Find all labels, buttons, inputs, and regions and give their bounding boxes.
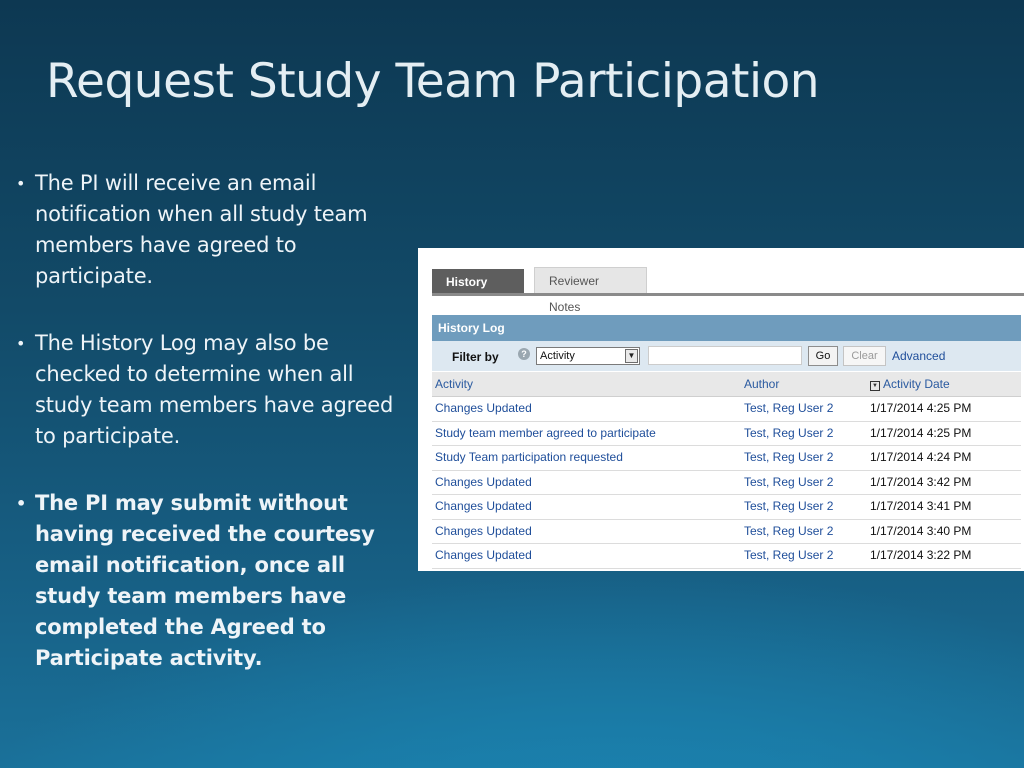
cell-author[interactable]: Test, Reg User 2 (744, 401, 834, 415)
filter-bar (432, 341, 1021, 371)
cell-date: 1/17/2014 3:40 PM (870, 523, 972, 538)
bullet-dot: • (16, 494, 27, 513)
cell-author[interactable]: Test, Reg User 2 (744, 523, 834, 538)
cell-author[interactable]: Test, Reg User 2 (744, 425, 834, 440)
table-row (432, 422, 1021, 447)
bullet-item (14, 328, 406, 452)
cell-activity[interactable]: Changes Updated (435, 474, 532, 489)
cell-date: 1/17/2014 3:42 PM (870, 474, 972, 489)
tab-reviewer-notes[interactable]: Reviewer Notes (534, 267, 647, 294)
column-header-activity-date[interactable] (870, 377, 950, 391)
table-header (432, 372, 1021, 397)
bullet-text: The History Log may also be checked to determine when all study team members have agreed to participate. (35, 331, 394, 448)
filter-input[interactable] (648, 346, 802, 365)
cell-date: 1/17/2014 4:25 PM (870, 401, 972, 415)
bullet-item (14, 488, 406, 674)
slide-title: Request Study Team Participation (46, 54, 820, 109)
cell-activity[interactable]: Changes Updated (435, 401, 532, 415)
cell-author[interactable]: Test, Reg User 2 (744, 548, 834, 562)
tab-bar (432, 267, 1024, 315)
cell-activity[interactable]: Changes Updated (435, 499, 532, 513)
table-row (432, 495, 1021, 520)
cell-date: 1/17/2014 3:41 PM (870, 499, 972, 513)
table-row (432, 544, 1021, 569)
table-row (432, 397, 1021, 422)
bullet-list (14, 168, 406, 710)
cell-date: 1/17/2014 4:25 PM (870, 425, 972, 440)
cell-activity[interactable]: Study Team participation requested (435, 450, 623, 464)
bullet-text: The PI may submit without having received the courtesy email notification, once all study team members have completed the Agreed to Participate activity. (35, 491, 375, 670)
column-header-date-label: Activity Date (883, 377, 950, 391)
table-row (432, 520, 1021, 545)
bullet-item (14, 168, 406, 292)
filter-select-value: Activity (540, 350, 575, 362)
history-log-screenshot (418, 248, 1024, 571)
cell-activity[interactable]: Changes Updated (435, 548, 532, 562)
cell-author[interactable]: Test, Reg User 2 (744, 499, 834, 513)
help-icon[interactable]: ? (518, 348, 530, 360)
table-row (432, 471, 1021, 496)
bullet-dot: • (16, 174, 26, 193)
cell-activity[interactable]: Changes Updated (435, 523, 532, 538)
cell-author[interactable]: Test, Reg User 2 (744, 474, 834, 489)
chevron-down-icon[interactable]: ▼ (625, 349, 638, 363)
sort-icon[interactable]: ▼ (870, 381, 880, 391)
advanced-link[interactable]: Advanced (892, 349, 946, 363)
cell-date: 1/17/2014 4:24 PM (870, 450, 972, 464)
go-button[interactable]: Go (808, 346, 838, 366)
filter-select[interactable] (536, 347, 640, 365)
tab-divider (432, 293, 1024, 296)
filter-label: Filter by (452, 350, 499, 364)
history-table-body (432, 397, 1021, 569)
cell-date: 1/17/2014 3:22 PM (870, 548, 972, 562)
cell-author[interactable]: Test, Reg User 2 (744, 450, 834, 464)
clear-button[interactable]: Clear (843, 346, 886, 366)
cell-activity[interactable]: Study team member agreed to participate (435, 425, 656, 440)
column-header-author[interactable]: Author (744, 377, 780, 391)
bullet-dot: • (16, 334, 26, 353)
column-header-activity[interactable]: Activity (435, 377, 474, 391)
table-row (432, 446, 1021, 471)
bullet-text: The PI will receive an email notification when all study team members have agreed to participate. (35, 171, 368, 288)
tab-history-log[interactable]: History Log (432, 269, 524, 295)
history-log-header: History Log (432, 315, 1021, 341)
